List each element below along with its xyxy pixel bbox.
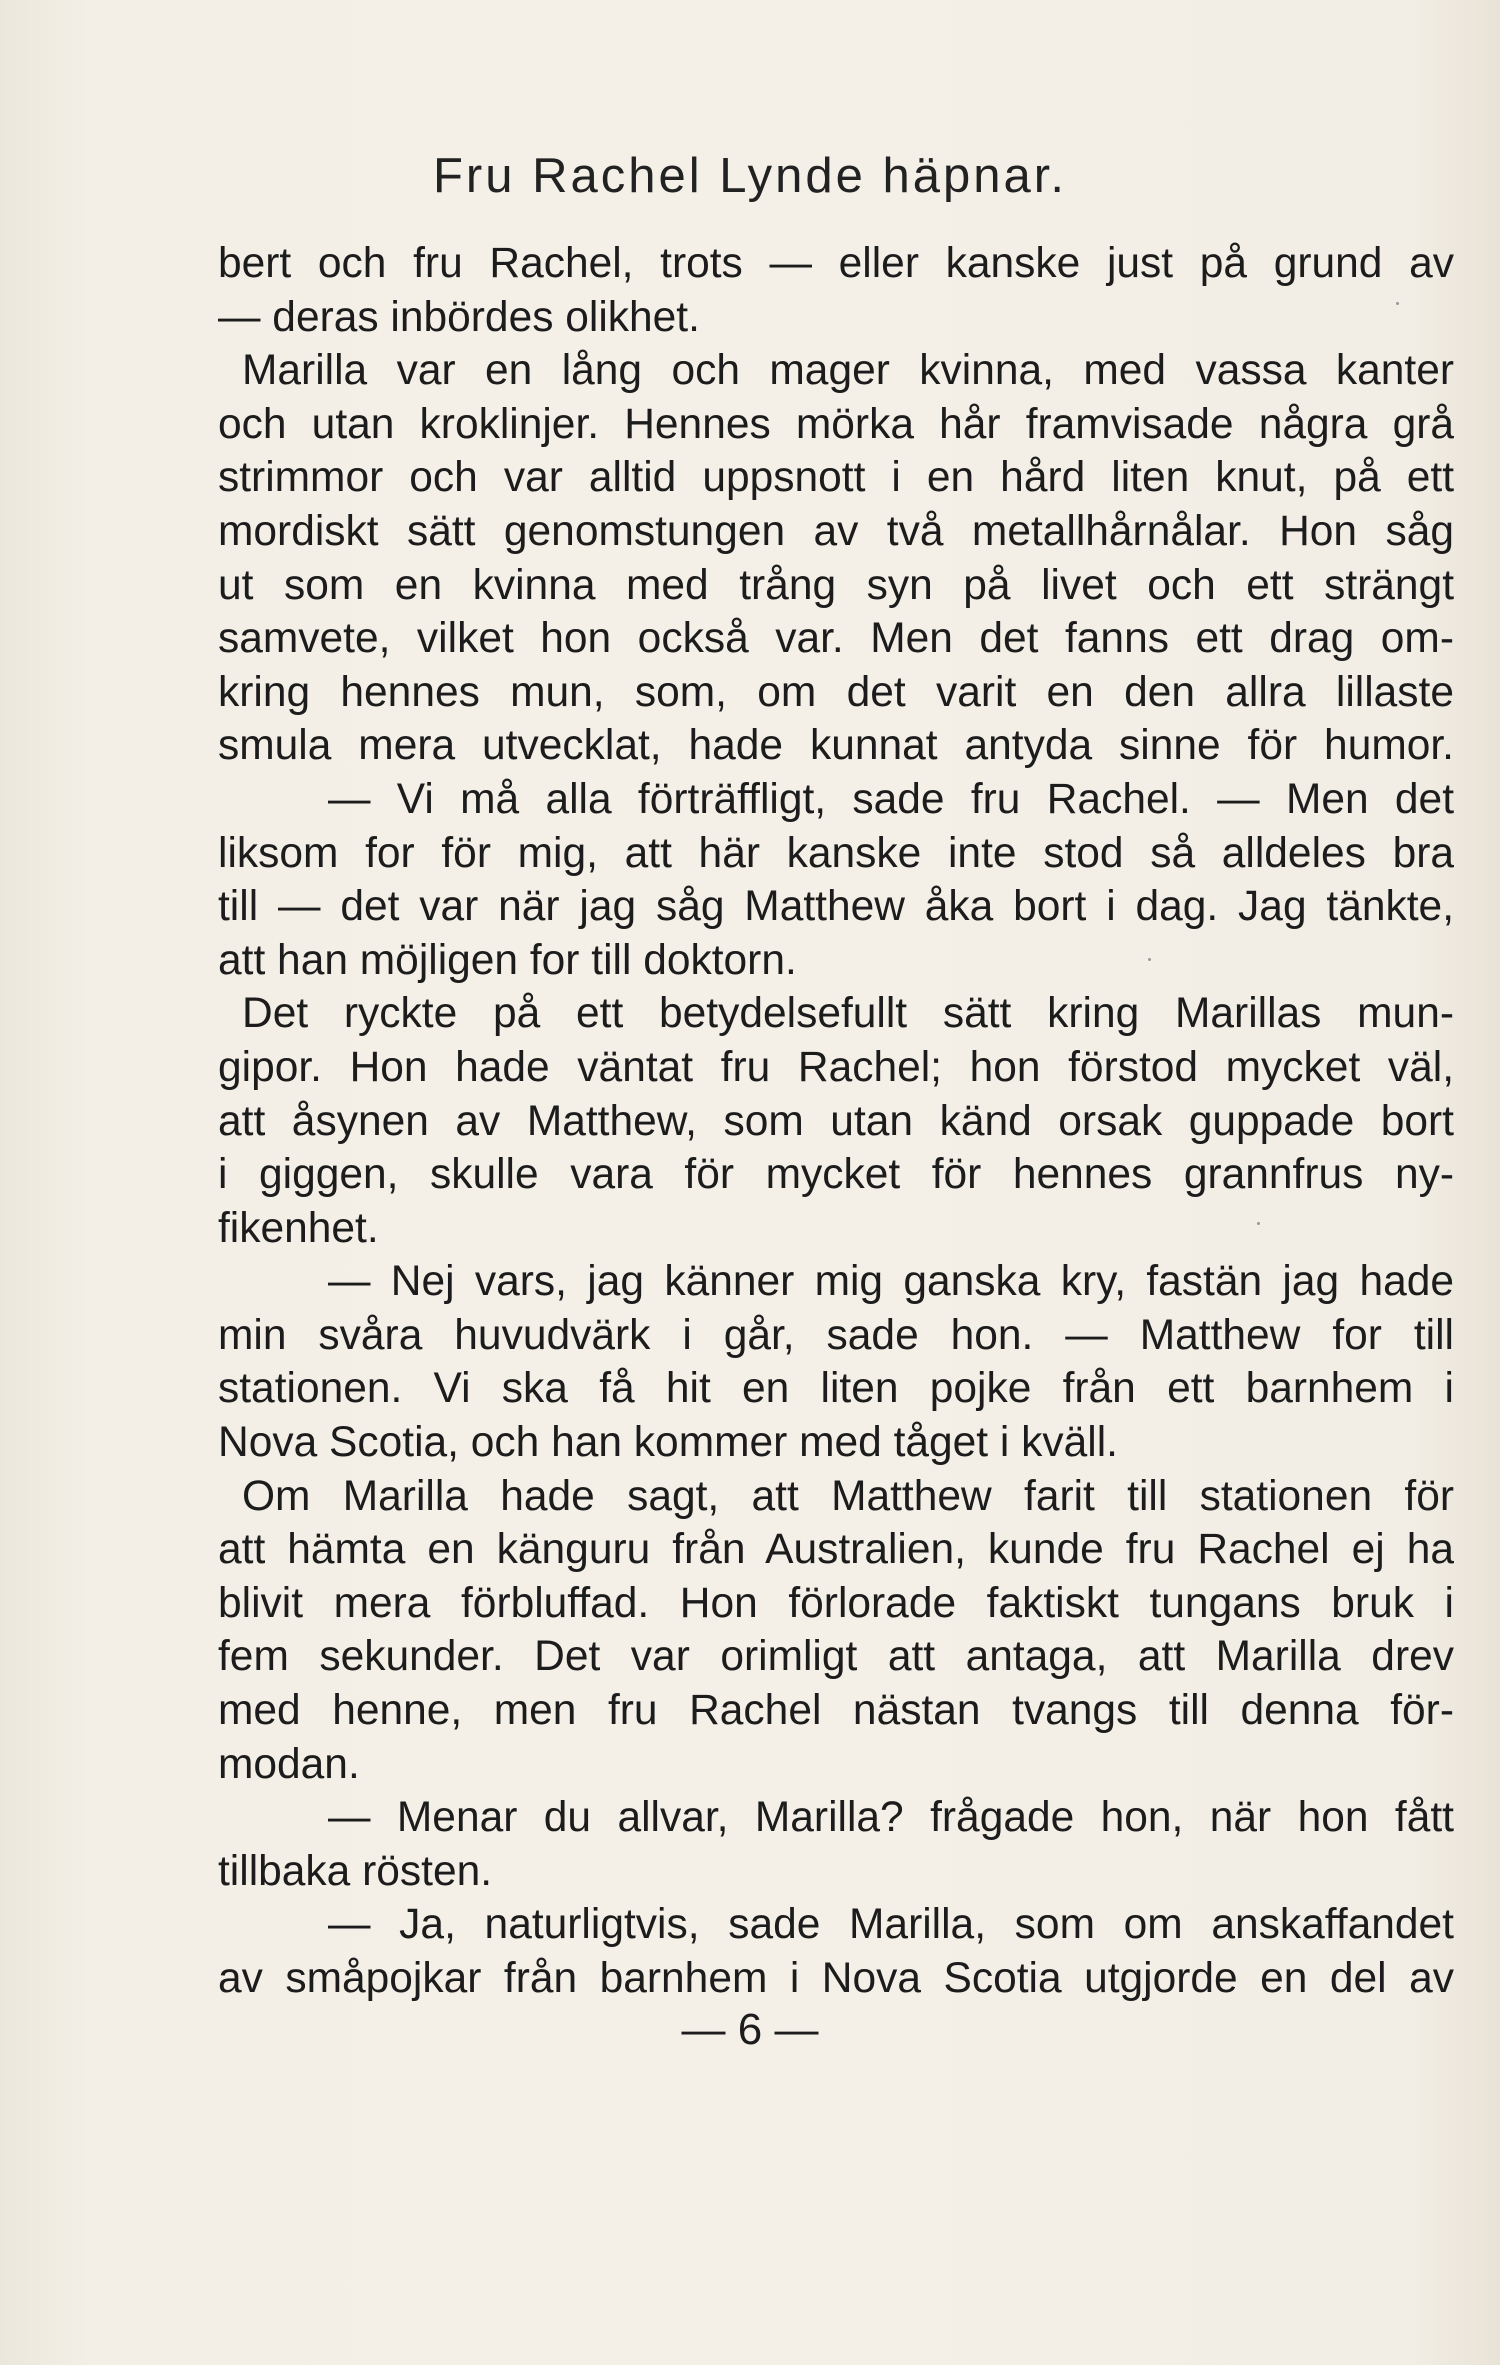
text-line: Om Marilla hade sagt, att Matthew farit till stationen för xyxy=(242,1472,1454,1520)
paper-speck xyxy=(1148,958,1151,961)
text-line: tillbaka rösten. xyxy=(218,1847,493,1895)
text-line: — Ja, naturligtvis, sade Marilla, som om anskaffandet xyxy=(328,1901,1454,1949)
text-line: — Nej vars, jag känner mig ganska kry, fastän jag hade xyxy=(328,1258,1454,1306)
text-line: mordiskt sätt genomstungen av två metallhårnålar. Hon såg xyxy=(218,507,1454,555)
text-line: — Vi må alla förträffligt, sade fru Rachel. — Men det xyxy=(328,775,1454,823)
text-line: smula mera utvecklat, hade kunnat antyda sinne för humor. xyxy=(218,722,1454,770)
text-line: i giggen, skulle vara för mycket för hennes grannfrus ny- xyxy=(218,1151,1454,1199)
text-line: strimmor och var alltid uppsnott i en hård liten knut, på ett xyxy=(218,454,1454,502)
text-line: Det ryckte på ett betydelsefullt sätt kring Marillas mun- xyxy=(242,990,1454,1038)
text-line: och utan kroklinjer. Hennes mörka hår framvisade några grå xyxy=(218,400,1454,448)
text-line: att hämta en känguru från Australien, kunde fru Rachel ej ha xyxy=(218,1526,1454,1574)
text-line: till — det var när jag såg Matthew åka bort i dag. Jag tänkte, xyxy=(218,883,1454,931)
text-line: av småpojkar från barnhem i Nova Scotia utgjorde en del av xyxy=(218,1955,1454,2002)
text-line: blivit mera förbluffad. Hon förlorade faktiskt tungans bruk i xyxy=(218,1579,1454,1627)
text-line: samvete, vilket hon också var. Men det fanns ett drag om- xyxy=(218,615,1454,663)
text-line: — Menar du allvar, Marilla? frågade hon, när hon fått xyxy=(328,1794,1454,1842)
text-line: att han möjligen for till doktorn. xyxy=(218,936,797,984)
text-line: stationen. Vi ska få hit en liten pojke från ett barnhem i xyxy=(218,1365,1454,1413)
running-head: Fru Rachel Lynde häpnar. xyxy=(432,149,1068,203)
text-line: kring hennes mun, som, om det varit en den allra lillaste xyxy=(218,668,1454,716)
text-line: gipor. Hon hade väntat fru Rachel; hon förstod mycket väl, xyxy=(218,1043,1454,1091)
text-line: med henne, men fru Rachel nästan tvangs till denna för- xyxy=(218,1687,1454,1735)
text-line: att åsynen av Matthew, som utan känd orsak guppade bort xyxy=(218,1097,1454,1145)
text-line: — deras inbördes olikhet. xyxy=(218,293,700,341)
text-line: bert och fru Rachel, trots — eller kanske just på grund av xyxy=(218,240,1454,287)
page-number: — 6 — xyxy=(681,2005,819,2054)
text-line: Marilla var en lång och mager kvinna, med vassa kanter xyxy=(242,347,1454,395)
text-line: ut som en kvinna med trång syn på livet och ett strängt xyxy=(218,561,1454,609)
text-line: Nova Scotia, och han kommer med tåget i kväll. xyxy=(218,1419,1118,1467)
text-line: fem sekunder. Det var orimligt att antaga, att Marilla drev xyxy=(218,1633,1454,1681)
text-line: liksom for för mig, att här kanske inte stod så alldeles bra xyxy=(218,829,1454,877)
text-line: min svåra huvudvärk i går, sade hon. — Matthew for till xyxy=(218,1311,1454,1359)
paper-speck xyxy=(1257,1222,1260,1225)
paper-speck xyxy=(1396,302,1399,305)
text-line: fikenhet. xyxy=(218,1204,379,1252)
text-line: modan. xyxy=(218,1740,360,1788)
body-text xyxy=(218,237,1454,2006)
